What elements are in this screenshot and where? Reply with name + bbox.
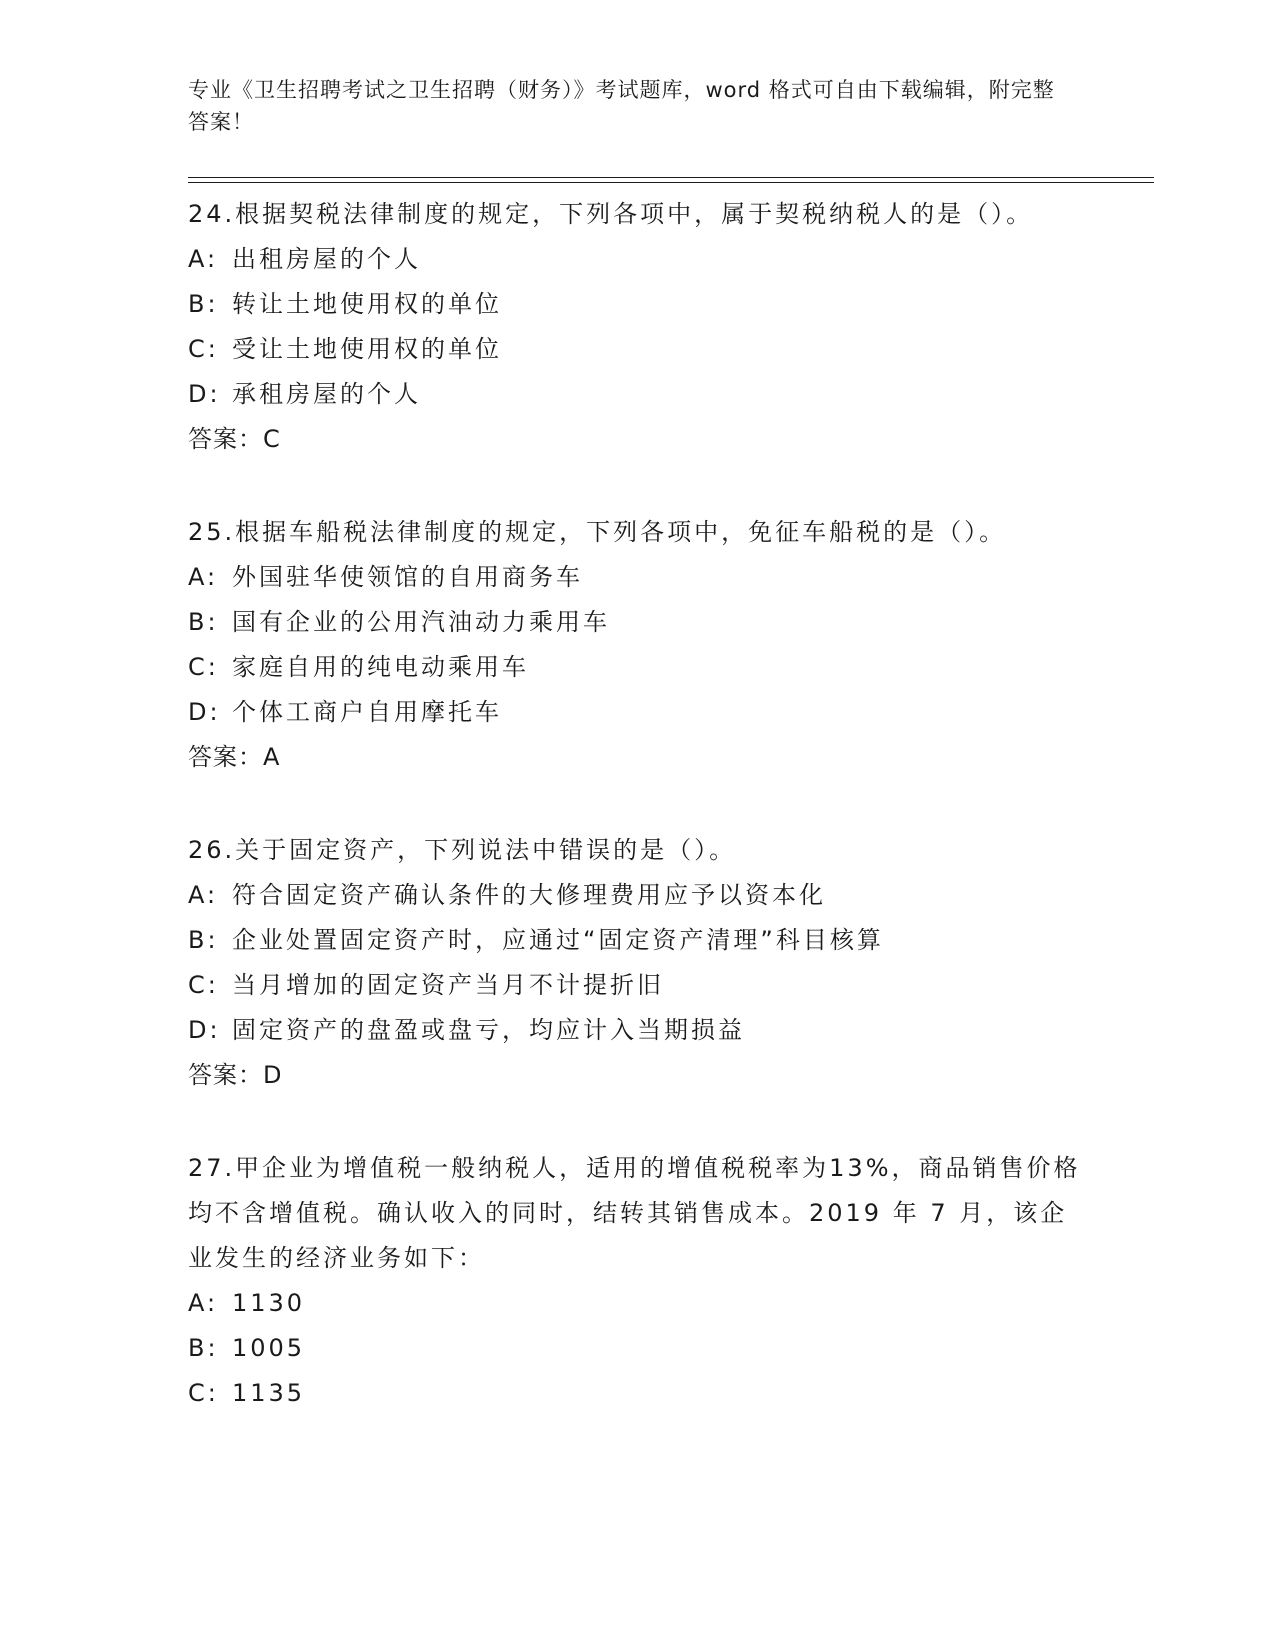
option-b	[188, 1326, 1088, 1371]
answer-line: 答案：A	[188, 743, 281, 771]
option-key: D:	[188, 380, 221, 408]
option-d	[188, 1008, 1088, 1053]
option-text: 转让土地使用权的单位	[232, 290, 502, 318]
option-key: C:	[188, 1379, 219, 1407]
question-text: 24.根据契税法律制度的规定，下列各项中，属于契税纳税人的是（）。	[188, 200, 1034, 228]
option-key: A:	[188, 881, 219, 909]
question-27	[188, 1146, 1088, 1416]
option-a	[188, 873, 1088, 918]
option-text: 固定资产的盘盈或盘亏，均应计入当期损益	[232, 1016, 745, 1044]
option-d	[188, 372, 1088, 417]
option-text: 国有企业的公用汽油动力乘用车	[232, 608, 610, 636]
option-a	[188, 1281, 1088, 1326]
option-text: 1005	[232, 1334, 306, 1362]
option-b	[188, 600, 1088, 645]
option-text: 外国驻华使领馆的自用商务车	[232, 563, 583, 591]
option-text: 出租房屋的个人	[232, 245, 421, 273]
option-key: A:	[188, 563, 219, 591]
option-key: B:	[188, 1334, 219, 1362]
option-text: 符合固定资产确认条件的大修理费用应予以资本化	[232, 881, 826, 909]
option-key: C:	[188, 335, 219, 363]
option-b	[188, 282, 1088, 327]
option-b	[188, 918, 1088, 963]
option-key: B:	[188, 926, 219, 954]
option-key: C:	[188, 653, 219, 681]
question-text: 26.关于固定资产，下列说法中错误的是（）。	[188, 836, 737, 864]
option-key: D:	[188, 1016, 221, 1044]
option-text: 受让土地使用权的单位	[232, 335, 502, 363]
option-key: B:	[188, 608, 219, 636]
option-c	[188, 963, 1088, 1008]
header-divider-top	[188, 177, 1154, 178]
option-key: A:	[188, 245, 219, 273]
header-divider-bottom	[188, 182, 1154, 183]
question-list	[188, 192, 1088, 1464]
option-d	[188, 690, 1088, 735]
question-text: 27.甲企业为增值税一般纳税人，适用的增值税税率为13%，商品销售价格均不含增值税。确认收入的同时，结转其销售成本。2019 年 7 月，该企业发生的经济业务如下：	[188, 1154, 1081, 1272]
option-c	[188, 645, 1088, 690]
option-text: 企业处置固定资产时，应通过“固定资产清理”科目核算	[232, 926, 884, 954]
answer-line: 答案：C	[188, 425, 281, 453]
question-text: 25.根据车船税法律制度的规定，下列各项中，免征车船税的是（）。	[188, 518, 1007, 546]
option-a	[188, 237, 1088, 282]
question-25	[188, 510, 1088, 780]
option-c	[188, 1371, 1088, 1416]
option-text: 1135	[232, 1379, 306, 1407]
option-a	[188, 555, 1088, 600]
option-key: A:	[188, 1289, 219, 1317]
question-24	[188, 192, 1088, 462]
option-text: 个体工商户自用摩托车	[232, 698, 502, 726]
option-text: 当月增加的固定资产当月不计提折旧	[232, 971, 664, 999]
option-text: 承租房屋的个人	[232, 380, 421, 408]
option-text: 1130	[232, 1289, 306, 1317]
option-key: B:	[188, 290, 219, 318]
option-key: D:	[188, 698, 221, 726]
option-text: 家庭自用的纯电动乘用车	[232, 653, 529, 681]
option-key: C:	[188, 971, 219, 999]
question-26	[188, 828, 1088, 1098]
document-header: 专业《卫生招聘考试之卫生招聘（财务）》考试题库，word 格式可自由下载编辑，附完整答案！	[188, 78, 1055, 134]
answer-line: 答案：D	[188, 1061, 283, 1089]
option-c	[188, 327, 1088, 372]
